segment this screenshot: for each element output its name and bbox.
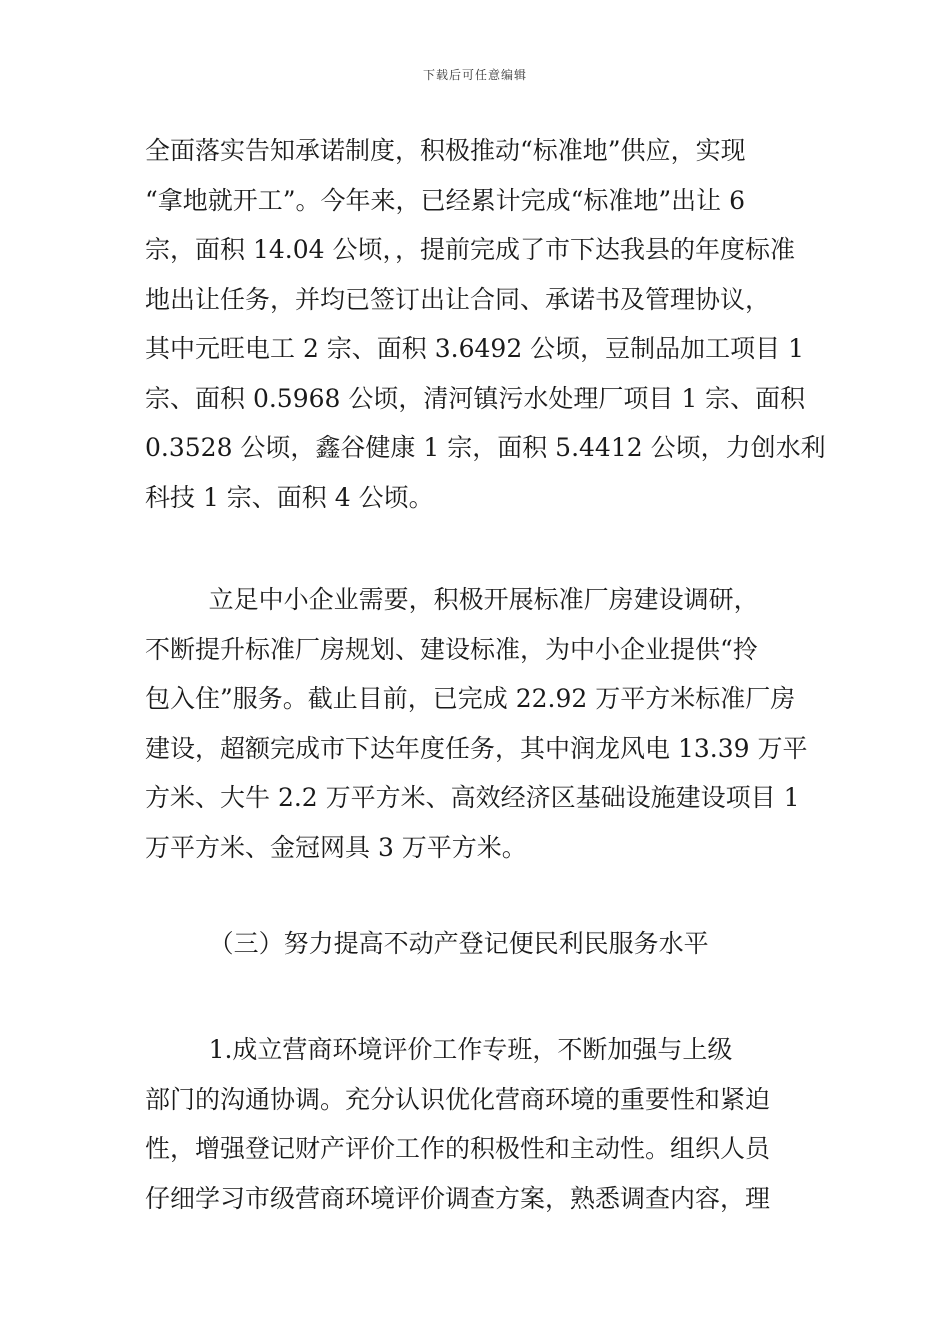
text-line: 宗、面积 0.5968 公顷，清河镇污水处理厂项目 1 宗、面积: [145, 383, 806, 413]
paragraph-task-force: [145, 1025, 815, 1223]
text-line: 1.成立营商环境评价工作专班，不断加强与上级: [145, 1035, 733, 1064]
paragraph-standard-land: [145, 126, 826, 522]
text-line: 科技 1 宗、面积 4 公顷。: [145, 482, 434, 512]
text-line: 其中元旺电工 2 宗、面积 3.6492 公顷，豆制品加工项目 1: [145, 334, 805, 363]
text-line: 宗，面积 14.04 公顷，，提前完成了市下达我县的年度标准: [145, 235, 795, 264]
text-line: 包入住”服务。截止目前，已完成 22.92 万平方米标准厂房: [145, 684, 796, 713]
text-line: 仔细学习市级营商环境评价调查方案，熟悉调查内容，理: [145, 1183, 771, 1213]
text-line: 地出让任务，并均已签订出让合同、承诺书及管理协议，: [145, 284, 771, 314]
text-line: 方米、大牛 2.2 万平方米、高效经济区基础设施建设项目 1: [145, 783, 800, 812]
text-line: 部门的沟通协调。充分认识优化营商环境的重要性和紧迫: [145, 1084, 771, 1114]
page-header: 下载后可任意编辑: [422, 68, 527, 82]
text-line: 万平方米、金冠网具 3 万平方米。: [145, 832, 527, 862]
text-line: 不断提升标准厂房规划、建设标准，为中小企业提供“拎: [145, 634, 758, 664]
heading-line: （三）努力提高不动产登记便民利民服务水平: [145, 929, 709, 958]
text-line: 建设，超额完成市下达年度任务，其中润龙风电 13.39 万平: [145, 733, 808, 763]
section-heading: [145, 919, 815, 969]
text-line: 性，增强登记财产评价工作的积极性和主动性。组织人员: [145, 1134, 771, 1163]
text-line: “拿地就开工”。今年来，已经累计完成“标准地”出让 6: [145, 185, 745, 215]
text-line: 立足中小企业需要，积极开展标准厂房建设调研，: [145, 585, 759, 614]
text-line: 0.3528 公顷，鑫谷健康 1 宗，面积 5.4412 公顷，力创水利: [145, 433, 826, 462]
paragraph-standard-factory: [145, 575, 815, 872]
text-line: 全面落实告知承诺制度，积极推动“标准地”供应，实现: [145, 136, 746, 165]
